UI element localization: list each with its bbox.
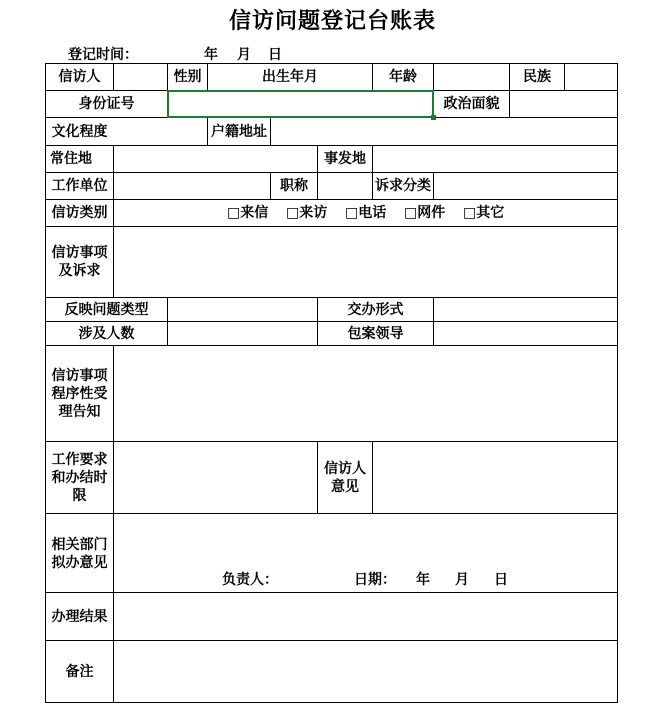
year-label: 年 [204, 47, 218, 63]
incident-place-value-cell[interactable] [373, 146, 617, 172]
age-label: 年龄 [389, 69, 417, 85]
political-label: 政治面貌 [443, 96, 500, 112]
residence-label: 常住地 [50, 151, 92, 167]
issue-type-value-cell[interactable] [168, 298, 317, 321]
form-title: 信访问题登记台账表 [228, 8, 436, 34]
selected-cell-id-number[interactable] [167, 90, 434, 118]
petition-matter-label [46, 227, 113, 297]
petitioner-value-cell[interactable] [114, 64, 167, 90]
petition-matter-value-cell[interactable] [114, 227, 617, 297]
dept-opinion-value-cell[interactable] [114, 514, 617, 592]
dept-opinion-text: 相关部门拟办意见 [51, 537, 108, 571]
birth-label: 出生年月 [262, 69, 318, 85]
handover-form-value-cell[interactable] [434, 298, 617, 321]
petitioner-opinion-text: 信访人意见 [324, 460, 366, 495]
work-unit-label: 工作单位 [51, 178, 108, 194]
border-right [617, 63, 618, 703]
dept-year-label: 年 [416, 572, 430, 588]
petitioner-opinion-value-cell[interactable] [373, 442, 617, 513]
education-value-cell[interactable] [114, 118, 207, 145]
dept-date-label: 日期： [354, 572, 396, 588]
job-title-value-cell[interactable] [318, 173, 372, 199]
procedure-notice-label [46, 346, 113, 441]
household-value-cell[interactable] [271, 118, 617, 145]
result-value-cell[interactable] [114, 593, 617, 640]
appeal-type-label: 诉求分类 [375, 178, 431, 194]
job-title-label: 职称 [280, 178, 308, 194]
ethnicity-label: 民族 [523, 69, 551, 85]
option-online-checkbox[interactable]: □网件 [404, 205, 446, 221]
leader-label: 包案领导 [347, 325, 404, 342]
category-options [114, 200, 617, 226]
age-value-cell[interactable] [434, 64, 509, 90]
residence-value-cell[interactable] [114, 146, 317, 172]
handover-form-label: 交办形式 [347, 301, 404, 318]
border-bottom [45, 702, 618, 703]
option-other-checkbox[interactable]: □其它 [463, 205, 505, 221]
procedure-notice-text: 信访事项程序性受理告知 [51, 367, 108, 420]
petitioner-label: 信访人 [58, 69, 101, 85]
work-requirement-text: 工作要求和办结时限 [51, 451, 108, 504]
dept-opinion-label [46, 514, 113, 592]
education-label: 文化程度 [51, 123, 108, 140]
option-phone-checkbox[interactable]: □电话 [345, 205, 387, 221]
gender-label: 性别 [173, 69, 202, 85]
remarks-label: 备注 [65, 663, 94, 680]
work-requirement-label [46, 442, 113, 513]
work-unit-value-cell[interactable] [114, 173, 270, 199]
incident-place-label: 事发地 [324, 151, 366, 167]
petition-category-label: 信访类别 [51, 205, 108, 221]
result-label: 办理结果 [51, 608, 108, 625]
option-visit-checkbox[interactable]: □来访 [286, 205, 328, 221]
people-count-label: 涉及人数 [78, 325, 135, 342]
month-label: 月 [237, 47, 251, 63]
day-label: 日 [268, 47, 282, 63]
responsible-label: 负责人： [222, 572, 278, 588]
appeal-type-value-cell[interactable] [434, 173, 617, 199]
work-requirement-value-cell[interactable] [114, 442, 317, 513]
id-number-label: 身份证号 [78, 96, 135, 112]
ethnicity-value-cell[interactable] [565, 64, 617, 90]
dept-day-label: 日 [494, 572, 508, 588]
political-value-cell[interactable] [510, 91, 617, 117]
reg-time-label: 登记时间： [68, 47, 138, 63]
procedure-notice-value-cell[interactable] [114, 346, 617, 441]
petition-matter-text: 信访事项及诉求 [51, 245, 108, 279]
dept-month-label: 月 [455, 572, 469, 588]
issue-type-label: 反映问题类型 [64, 301, 149, 318]
option-letter-checkbox[interactable]: □来信 [227, 205, 269, 221]
household-label: 户籍地址 [211, 123, 267, 140]
petitioner-opinion-label [318, 442, 372, 513]
leader-value-cell[interactable] [434, 322, 617, 345]
people-count-value-cell[interactable] [168, 322, 317, 345]
remarks-value-cell[interactable] [114, 641, 617, 702]
